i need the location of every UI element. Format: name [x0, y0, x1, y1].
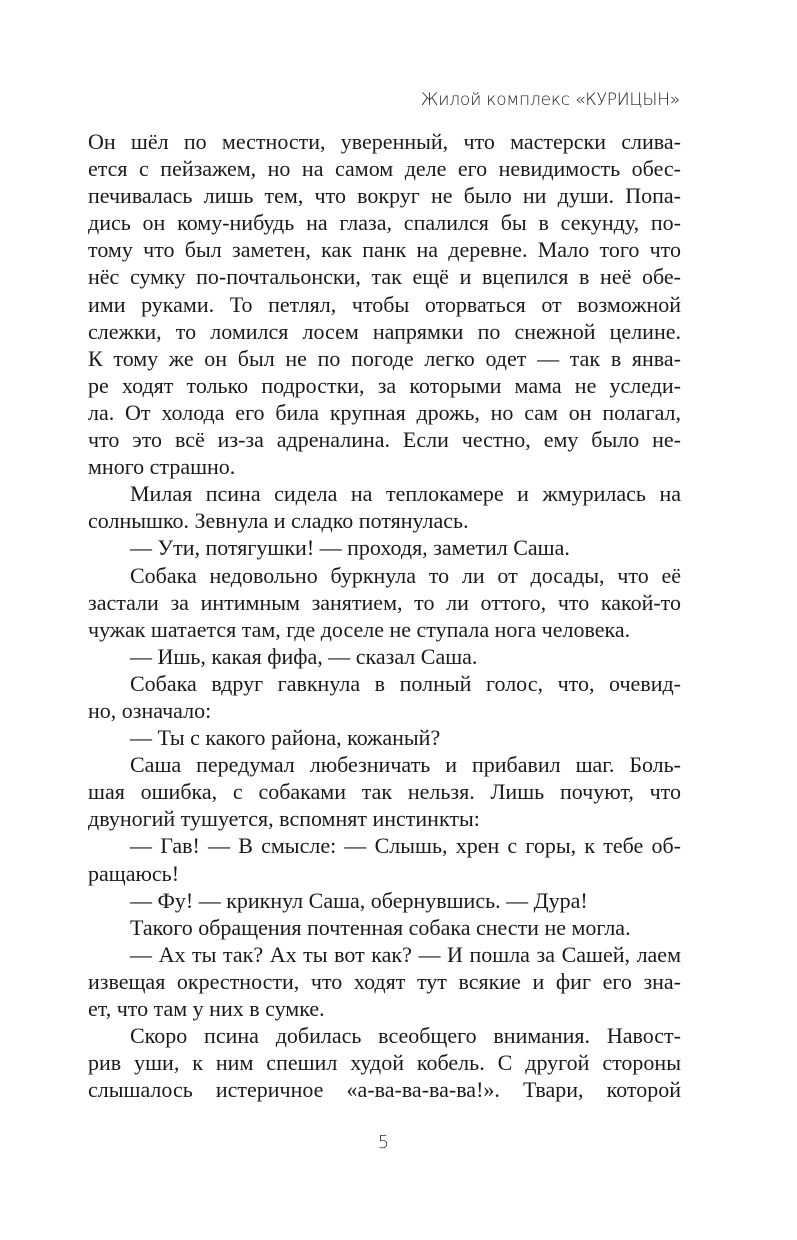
- text-line: Собака вдруг гавкнула в полный голос, что, очевид-: [130, 670, 681, 696]
- text-line: Милая псина сидела на теплокамере и жмурилась на: [130, 481, 681, 507]
- text-line: Такого обращения почтенная собака снести не могла.: [130, 914, 631, 940]
- text-line: — Гав! — В смысле: — Слышь, хрен с горы, к тебе об-: [130, 833, 681, 859]
- text-line: Он шёл по местности, уверенный, что мастерски слива-: [88, 129, 681, 154]
- text-line: извещая окрестности, что ходят тут всякие и фиг его зна-: [88, 968, 681, 994]
- text-line: нёс сумку по-почтальонски, так ещё и вцепился в неё обе-: [88, 264, 681, 290]
- text-line: ими руками. То петлял, чтобы оторваться от возможной: [88, 291, 681, 317]
- body-text: [88, 128, 681, 1103]
- text-line: застали за интимным занятием, то ли оттого, что какой-то: [88, 589, 681, 615]
- text-line: — Ишь, какая фифа, — сказал Саша.: [130, 643, 478, 669]
- text-line: — Ты с какого района, кожаный?: [130, 725, 441, 751]
- text-line: ла. От холода его била крупная дрожь, но сам он полагал,: [88, 399, 681, 425]
- running-header: Жилой комплекс «КУРИЦЫН»: [420, 90, 680, 110]
- text-line: рив уши, к ним спешил худой кобель. С другой стороны: [88, 1050, 681, 1076]
- text-line: Скоро псина добилась всеобщего внимания. Навост-: [130, 1023, 681, 1049]
- text-line: солнышко. Зевнула и сладко потянулась.: [88, 508, 469, 534]
- text-line: — Фу! — крикнул Саша, обернувшись. — Дура!: [130, 887, 588, 913]
- text-line: дись он кому-нибудь на глаза, спалился бы в секунду, по-: [88, 210, 681, 236]
- text-line: Собака недовольно буркнула то ли от досады, что её: [130, 562, 681, 588]
- text-line: К тому же он был не по погоде легко одет — так в янва-: [88, 345, 681, 371]
- text-line: — Ути, потягушки! — проходя, заметил Саша.: [130, 535, 570, 561]
- text-line: Саша передумал любезничать и прибавил шаг. Боль-: [130, 752, 681, 778]
- text-line: ращаюсь!: [88, 860, 180, 886]
- text-line: ре ходят только подростки, за которыми мама не уследи-: [88, 372, 681, 398]
- text-line: печивалась лишь тем, что вокруг не было ни души. Попа-: [88, 183, 681, 209]
- text-line: тому что был заметен, как панк на деревне. Мало того что: [88, 237, 681, 263]
- text-line: — Ах ты так? Ах ты вот как? — И пошла за Сашей, лаем: [130, 941, 681, 967]
- text-line: слежки, то ломился лосем напрямки по снежной целине.: [88, 318, 681, 344]
- text-line: но, означало:: [88, 697, 212, 723]
- text-line: шая ошибка, с собаками так нельзя. Лишь почуют, что: [88, 779, 681, 805]
- text-line: слышалось истеричное «а-ва-ва-ва-ва!». Твари, которой: [88, 1077, 681, 1103]
- text-line: двуногий тушуется, вспомнят инстинкты:: [88, 806, 480, 832]
- text-line: много страшно.: [88, 454, 236, 480]
- page-number: 5: [377, 1132, 390, 1153]
- text-line: что это всё из-за адреналина. Если честно, ему было не-: [88, 427, 681, 453]
- text-line: ется с пейзажем, но на самом деле его невидимость обес-: [88, 156, 681, 182]
- text-line: ет, что там у них в сумке.: [88, 996, 325, 1021]
- text-line: чужак шатается там, где доселе не ступала нога человека.: [88, 616, 631, 642]
